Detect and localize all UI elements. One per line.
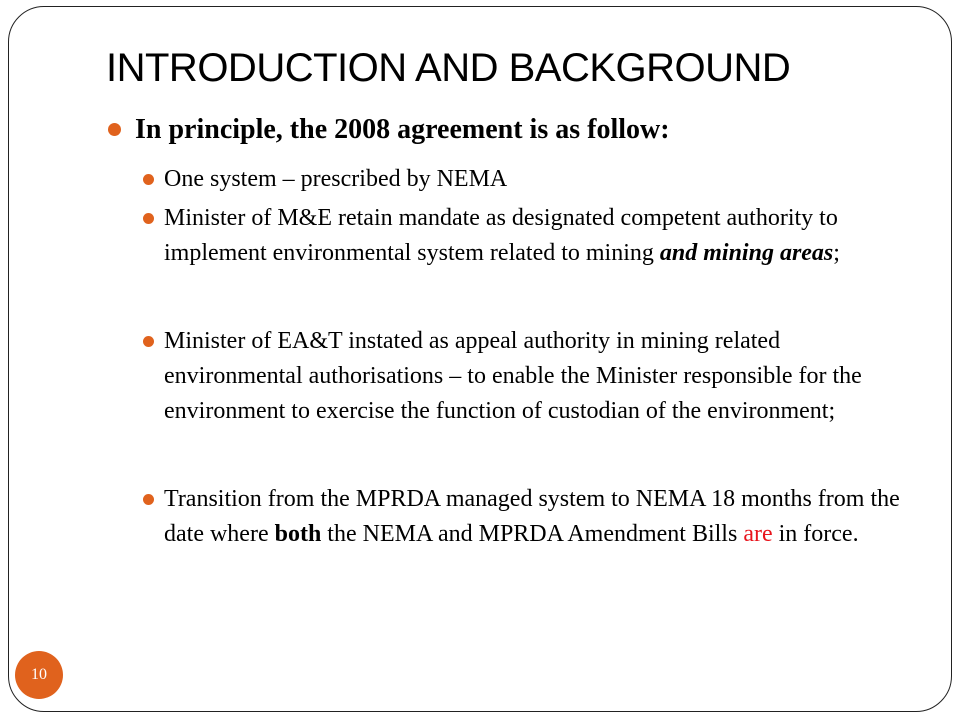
bullet-dot-icon xyxy=(143,213,154,224)
sub-bullet-text-middle: the NEMA and MPRDA Amendment Bills xyxy=(321,521,744,547)
emphasis-mining-areas: and mining areas xyxy=(659,240,834,266)
main-bullet xyxy=(135,112,670,148)
page-number-badge: 10 xyxy=(15,651,63,699)
sub-bullet-text: Minister of EA&T instated as appeal authority in mining related environmental authorisations – to enable the Minister responsible for the environment to exercise the function of custodian of the environment; xyxy=(164,328,862,424)
bullet-dot-icon xyxy=(143,494,154,505)
sub-bullet-text-end: ; xyxy=(833,240,840,266)
emphasis-both: both xyxy=(274,521,322,547)
sub-bullet-text: One system – prescribed by NEMA xyxy=(164,166,508,192)
emphasis-are: are xyxy=(743,521,773,547)
sub-bullet-minister-me xyxy=(164,201,904,271)
bullet-dot-icon xyxy=(143,336,154,347)
bullet-dot-icon xyxy=(108,123,121,136)
sub-bullet-text: Transition from the MPRDA managed system to NEMA 18 months from the date where xyxy=(164,486,900,547)
slide-title: INTRODUCTION AND BACKGROUND xyxy=(106,46,791,90)
sub-bullet-text-end: in force. xyxy=(772,521,859,547)
sub-bullet-one-system xyxy=(164,162,904,197)
sub-bullet-minister-eat xyxy=(164,324,904,429)
main-bullet-text: In principle, the 2008 agreement is as follow: xyxy=(135,114,670,145)
sub-bullet-text: Minister of M&E retain mandate as designated competent authority to implement environmental system related to mining xyxy=(164,205,838,266)
sub-bullet-transition xyxy=(164,482,904,552)
bullet-dot-icon xyxy=(143,174,154,185)
